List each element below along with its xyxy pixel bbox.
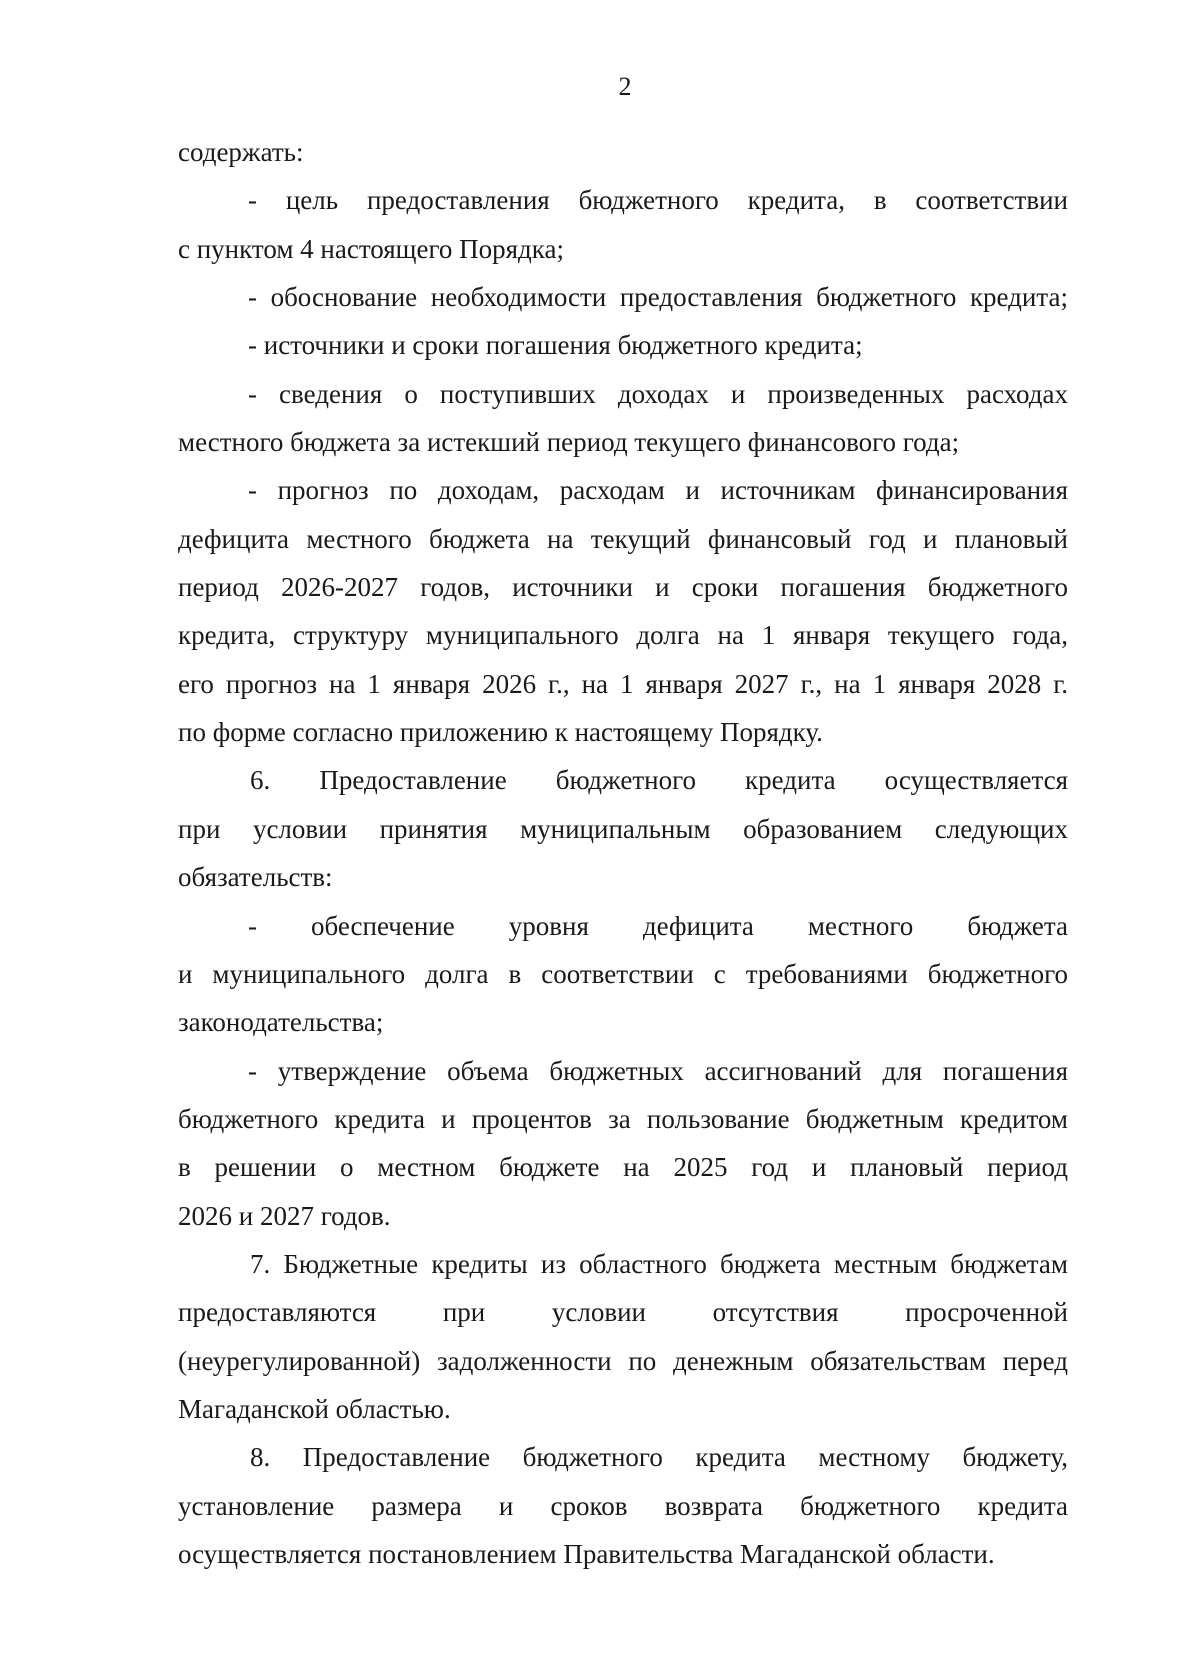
text-line: обязательств: bbox=[178, 862, 333, 893]
text-line: Магаданской областью. bbox=[178, 1393, 451, 1424]
text-line: по форме согласно приложению к настоящему Порядку. bbox=[178, 717, 823, 748]
text-line: 8. Предоставление бюджетного кредита местному бюджету, bbox=[250, 1442, 1068, 1473]
text-line: с пунктом 4 настоящего Порядка; bbox=[178, 233, 564, 264]
text-line: - источники и сроки погашения бюджетного кредита; bbox=[248, 330, 863, 361]
text-line: - утверждение объема бюджетных ассигнований для погашения bbox=[248, 1055, 1068, 1086]
text-line: и муниципального долга в соответствии с требованиями бюджетного bbox=[178, 958, 1068, 989]
text-line: кредита, структуру муниципального долга на 1 января текущего года, bbox=[178, 620, 1068, 651]
text-line: 6. Предоставление бюджетного кредита осуществляется bbox=[250, 765, 1068, 796]
text-line: его прогноз на 1 января 2026 г., на 1 января 2027 г., на 1 января 2028 г. bbox=[178, 668, 1068, 699]
text-line: законодательства; bbox=[178, 1007, 384, 1038]
text-line: местного бюджета за истекший период текущего финансового года; bbox=[178, 427, 960, 458]
text-line: - сведения о поступивших доходах и произведенных расходах bbox=[248, 378, 1068, 409]
text-line: - прогноз по доходам, расходам и источникам финансирования bbox=[248, 475, 1068, 506]
document-body bbox=[178, 128, 1068, 1578]
text-line: - обоснование необходимости предоставления бюджетного кредита; bbox=[248, 282, 1068, 313]
text-line: (неурегулированной) задолженности по денежным обязательствам перед bbox=[178, 1345, 1068, 1376]
text-line: установление размера и сроков возврата бюджетного кредита bbox=[178, 1490, 1068, 1521]
text-line: 7. Бюджетные кредиты из областного бюджета местным бюджетам bbox=[250, 1248, 1068, 1279]
text-line: в решении о местном бюджете на 2025 год и плановый период bbox=[178, 1152, 1068, 1183]
text-line: содержать: bbox=[178, 137, 304, 167]
text-line: - цель предоставления бюджетного кредита, в соответствии bbox=[248, 185, 1068, 216]
text-line: дефицита местного бюджета на текущий финансовый год и плановый bbox=[178, 523, 1068, 554]
text-line: осуществляется постановлением Правительства Магаданской области. bbox=[178, 1538, 995, 1569]
text-line: предоставляются при условии отсутствия просроченной bbox=[178, 1297, 1068, 1328]
text-line: - обеспечение уровня дефицита местного бюджета bbox=[248, 910, 1068, 941]
text-line: 2026 и 2027 годов. bbox=[178, 1200, 391, 1231]
text-line: при условии принятия муниципальным образованием следующих bbox=[178, 813, 1068, 844]
page-number: 2 bbox=[618, 72, 632, 101]
text-line: период 2026-2027 годов, источники и сроки погашения бюджетного bbox=[178, 572, 1068, 603]
text-line: бюджетного кредита и процентов за пользование бюджетным кредитом bbox=[178, 1103, 1068, 1134]
